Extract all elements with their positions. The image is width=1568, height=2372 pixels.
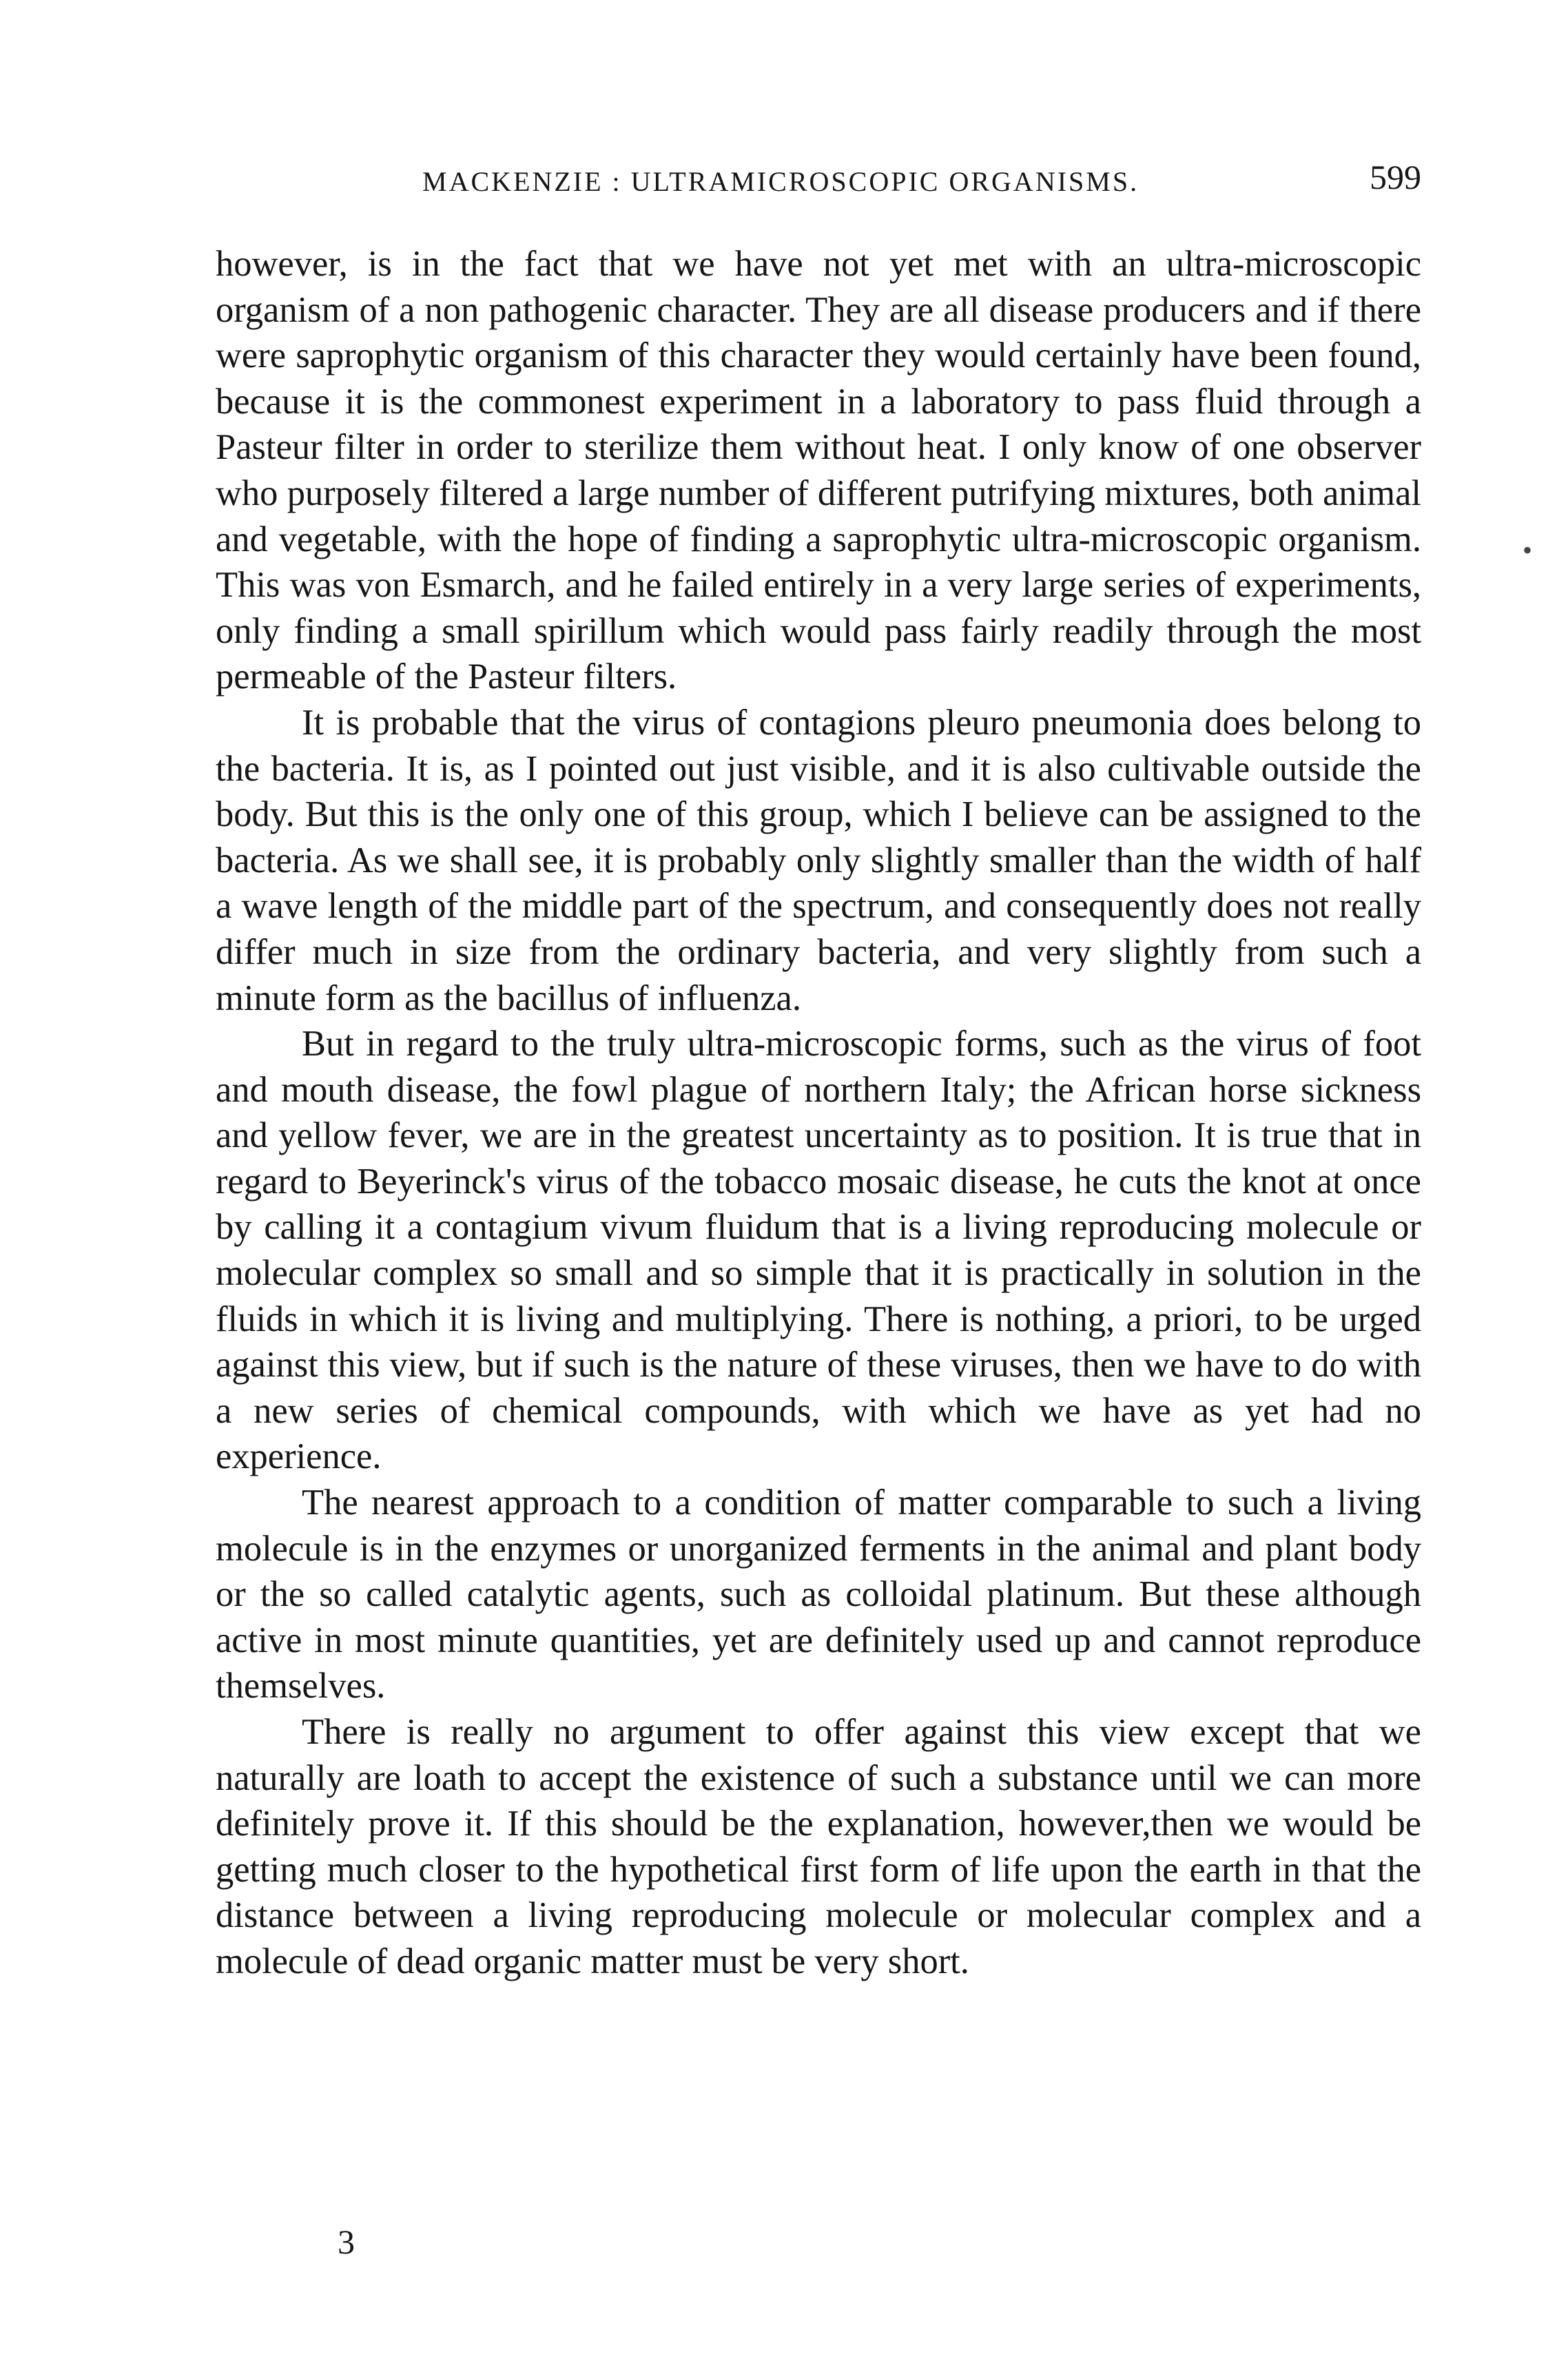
running-head: [216, 157, 1421, 205]
running-title: MACKENZIE : ULTRAMICROSCOPIC ORGANISMS.: [422, 166, 1139, 197]
body-text: [216, 241, 1421, 1985]
paragraph-2: It is probable that the virus of contagions pleuro pneumonia does belong to the bacteria. It is, as I pointed out just visible, and it is also cultivable outside the body. But this is the only one of this group, which I believe can be assigned to the bacteria. As we shall see, it is probably only slightly smaller than the width of half a wave length of the middle part of the spectrum, and consequently does not really differ much in size from the ordinary bacteria, and very slightly from such a minute form as the bacillus of influenza.: [216, 702, 1421, 1018]
page-number: 599: [1370, 158, 1421, 196]
stray-dot-mark: •: [1523, 535, 1533, 566]
signature-mark: 3: [338, 2223, 355, 2261]
paragraph-4: The nearest approach to a condition of matter comparable to such a living molecule is in the enzymes or unorganized ferments in the animal and plant body or the so called catalytic agents, such as colloidal platinum. But these although active in most minute quantities, yet are definitely used up and cannot reproduce themselves.: [216, 1483, 1421, 1706]
paragraph-1: however, is in the fact that we have not yet met with an ultra-microscopic organism of a non pathogenic character. They are all disease producers and if there were saprophytic organism of this character they would certainly have been found, because it is the commonest experiment in a laboratory to pass fluid through a Pasteur filter in order to sterilize them without heat. I only know of one observer who purposely filtered a large number of different putrifying mixtures, both animal and vegetable, with the hope of finding a saprophytic ultra-microscopic organism. This was von Esmarch, and he failed entirely in a very large series of experiments, only finding a small spirillum which would pass fairly readily through the most permeable of the Pasteur filters.: [216, 244, 1421, 697]
paragraph-3: But in regard to the truly ultra-microscopic forms, such as the virus of foot and mouth disease, the fowl plague of northern Italy; the African horse sickness and yellow fever, we are in the greatest uncertainty as to position. It is true that in regard to Beyerinck's virus of the tobacco mosaic disease, he cuts the knot at once by calling it a contagium vivum fluidum that is a living reproducing molecule or molecular complex so small and so simple that it is practically in solution in the fluids in which it is living and multiplying. There is nothing, a priori, to be urged against this view, but if such is the nature of these viruses, then we have to do with a new series of chemical compounds, with which we have as yet had no experience.: [216, 1024, 1421, 1477]
paragraph-5: There is really no argument to offer against this view except that we naturally are loath to accept the existence of such a substance until we can more definitely prove it. If this should be the explanation, however,then we would be getting much closer to the hypothetical first form of life upon the earth in that the distance between a living reproducing molecule or molecular complex and a molecule of dead organic matter must be very short.: [216, 1712, 1421, 1981]
